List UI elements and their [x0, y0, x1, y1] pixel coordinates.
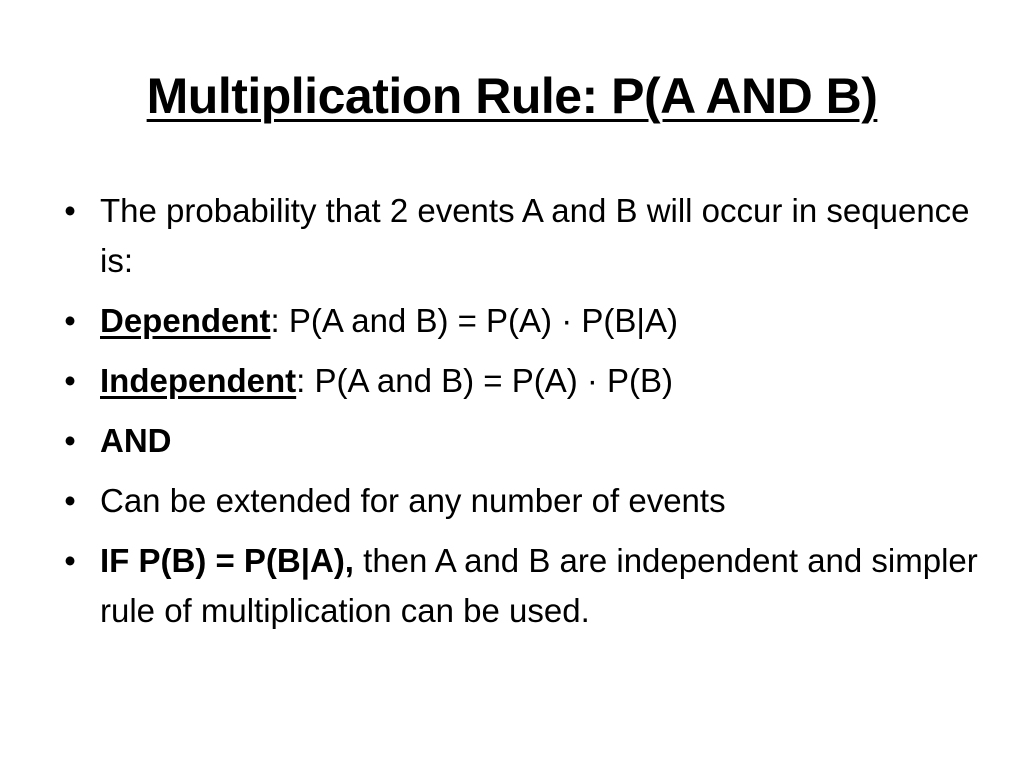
bullet-item-extended: [58, 476, 978, 526]
bullet-dot-icon: •: [64, 482, 76, 519]
bullet-item-dependent: [58, 296, 978, 346]
bullet-label-dependent: Dependent: [100, 302, 271, 339]
bullet-item-definition: [58, 186, 978, 286]
bullet-dot-icon: •: [64, 542, 76, 579]
bullet-text: Can be extended for any number of events: [100, 482, 726, 519]
bullet-dot-icon: •: [64, 362, 76, 399]
bullet-dot-icon: •: [64, 192, 76, 229]
bullet-item-condition: [58, 536, 978, 636]
bullet-label-and: AND: [100, 422, 172, 459]
bullet-dot-icon: •: [64, 302, 76, 339]
bullet-list: [58, 186, 978, 646]
bullet-item-and: [58, 416, 978, 466]
bullet-text: The probability that 2 events A and B will occur in sequence is:: [100, 192, 970, 279]
bullet-dot-icon: •: [64, 422, 76, 459]
bullet-label-condition: IF P(B) = P(B|A),: [100, 542, 354, 579]
bullet-text: : P(A and B) = P(A) · P(B): [296, 362, 674, 399]
bullet-text: then A and B are independent and simpler rule of multiplication can be used.: [100, 542, 978, 629]
slide-title-text: Multiplication Rule: P(A AND B): [146, 68, 878, 124]
bullet-label-independent: Independent: [100, 362, 297, 399]
bullet-text: : P(A and B) = P(A) · P(B|A): [270, 302, 678, 339]
slide-title: [0, 62, 1024, 130]
bullet-item-independent: [58, 356, 978, 406]
